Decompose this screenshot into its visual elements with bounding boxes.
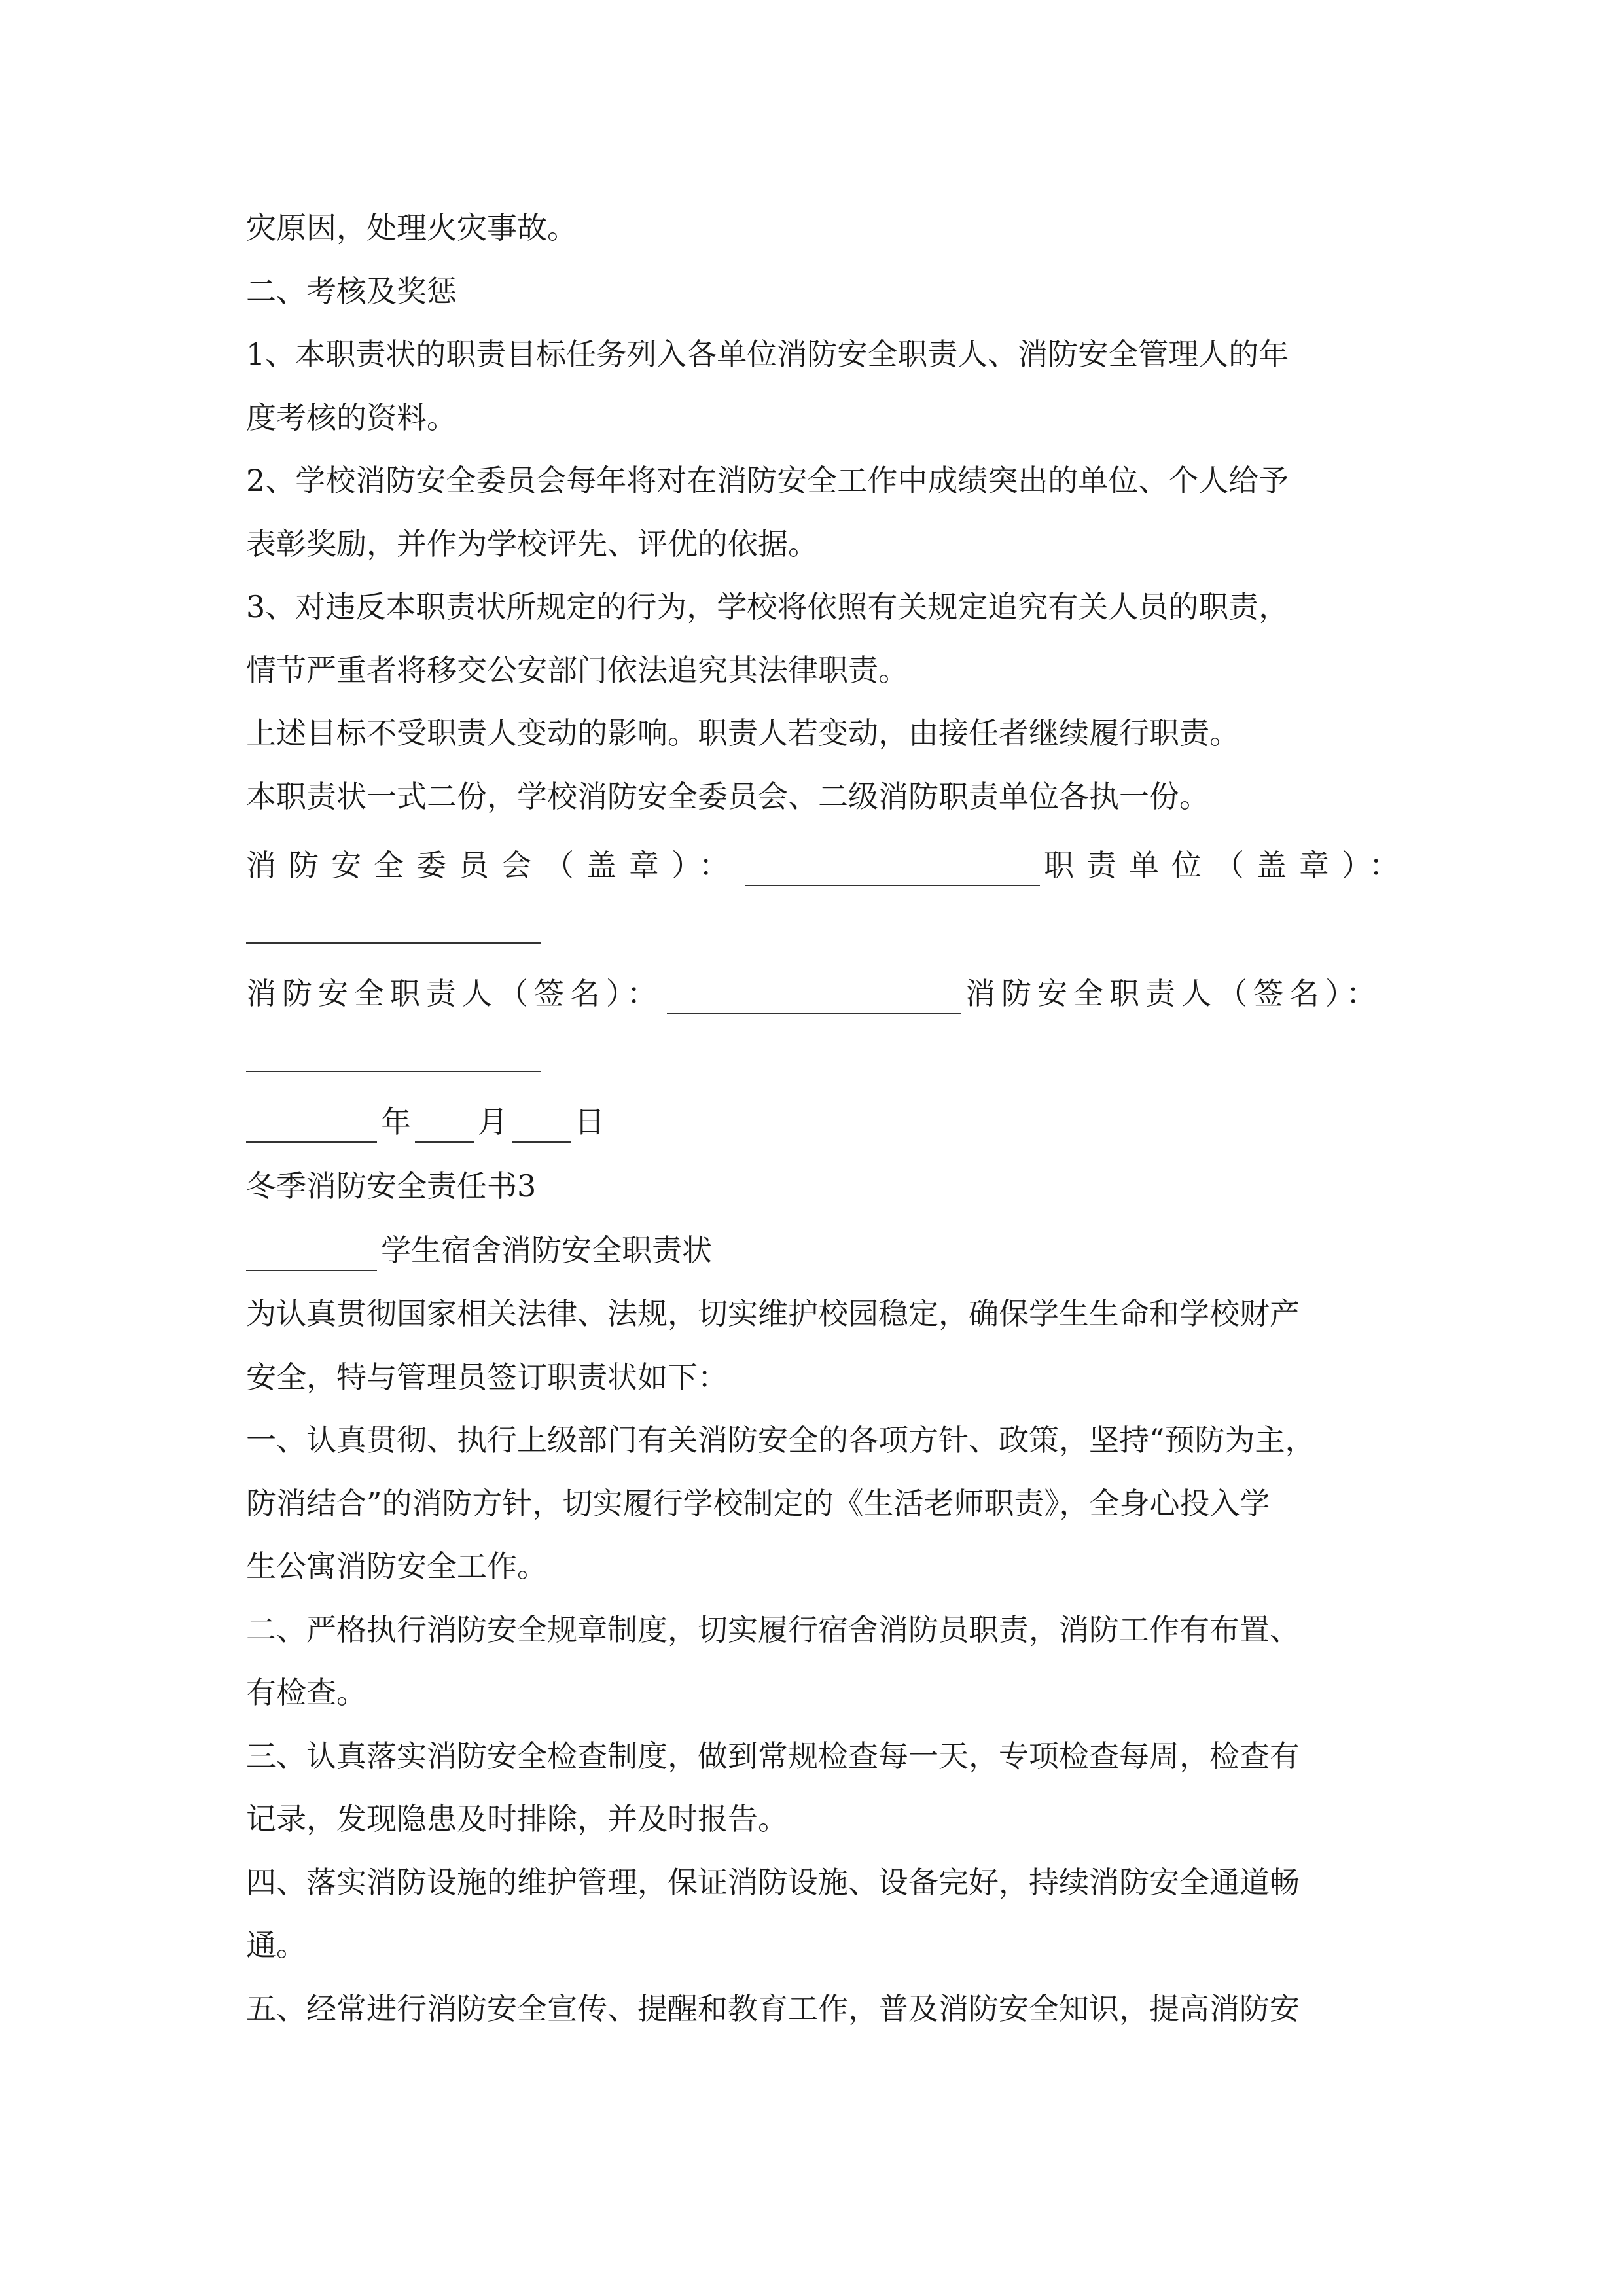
person-sign-blank-2 <box>246 1071 541 1072</box>
seal-line <box>246 844 1412 886</box>
text-line: 防消结合”的消防方针，切实履行学校制定的《生活老师职责》，全身心投入学 <box>246 1486 1270 1521</box>
committee-seal-label: 消防安全委员会（盖章）： <box>246 848 741 883</box>
text-line: 本职责状一式二份，学校消防安全委员会、二级消防职责单位各执一份。 <box>246 779 1209 814</box>
text-line: 五、经常进行消防安全宣传、提醒和教育工作，普及消防安全知识，提高消防安 <box>246 1991 1300 2026</box>
sub-title: 学生宿舍消防安全职责状 <box>381 1232 712 1268</box>
committee-seal-blank <box>745 855 1040 886</box>
text-line: 通。 <box>246 1928 306 1963</box>
text-line: 情节严重者将移交公安部门依法追究其法律职责。 <box>246 653 908 688</box>
text-line: 安全，特与管理员签订职责状如下： <box>246 1359 728 1395</box>
text-line: 记录，发现隐患及时排除，并及时报告。 <box>246 1801 788 1837</box>
text-line: 有检查。 <box>246 1675 366 1710</box>
text-line: 二、严格执行消防安全规章制度，切实履行宿舍消防员职责，消防工作有布置、 <box>246 1612 1300 1647</box>
text-line: 度考核的资料。 <box>246 400 457 435</box>
text-line: 2、学校消防安全委员会每年将对在消防安全工作中成绩突出的单位、个人给予 <box>246 463 1289 498</box>
day-blank <box>512 1111 571 1143</box>
date-line <box>246 1101 605 1143</box>
day-label: 日 <box>575 1104 605 1139</box>
unit-seal-blank <box>246 942 541 944</box>
text-line: 表彰奖励，并作为学校评先、评优的依据。 <box>246 526 818 562</box>
person-sign-label-1: 消防安全职责人（签名）： <box>246 976 663 1011</box>
unit-seal-label: 职责单位（盖章）： <box>1044 848 1412 883</box>
text-line: 上述目标不受职责人变动的影响。职责人若变动，由接任者继续履行职责。 <box>246 715 1240 751</box>
month-blank <box>415 1111 474 1143</box>
section-heading: 二、考核及奖惩 <box>246 274 457 309</box>
person-sign-blank-1 <box>667 983 961 1014</box>
text-line: 为认真贯彻国家相关法律、法规，切实维护校园稳定，确保学生生命和学校财产 <box>246 1296 1300 1331</box>
signature-line <box>246 973 1382 1014</box>
year-blank <box>246 1111 377 1143</box>
person-sign-label-2: 消防安全职责人（签名）： <box>965 976 1382 1011</box>
text-line: 一、认真贯彻、执行上级部门有关消防安全的各项方针、政策，坚持“预防为主， <box>246 1422 1315 1458</box>
text-line: 3、对违反本职责状所规定的行为，学校将依照有关规定追究有关人员的职责， <box>246 589 1289 624</box>
sub-title-blank <box>246 1240 377 1271</box>
text-line: 生公寓消防安全工作。 <box>246 1549 547 1584</box>
text-line: 三、认真落实消防安全检查制度，做到常规检查每一天，专项检查每周，检查有 <box>246 1738 1300 1774</box>
text-line: 灾原因，处理火灾事故。 <box>246 210 577 245</box>
month-label: 月 <box>478 1104 508 1139</box>
sub-title-line <box>246 1229 712 1271</box>
text-line: 四、落实消防设施的维护管理，保证消防设施、设备完好，持续消防安全通道畅 <box>246 1865 1300 1900</box>
text-line: 1、本职责状的职责目标任务列入各单位消防安全职责人、消防安全管理人的年 <box>246 336 1289 372</box>
section-title: 冬季消防安全责任书3 <box>246 1168 537 1204</box>
year-label: 年 <box>381 1104 411 1139</box>
